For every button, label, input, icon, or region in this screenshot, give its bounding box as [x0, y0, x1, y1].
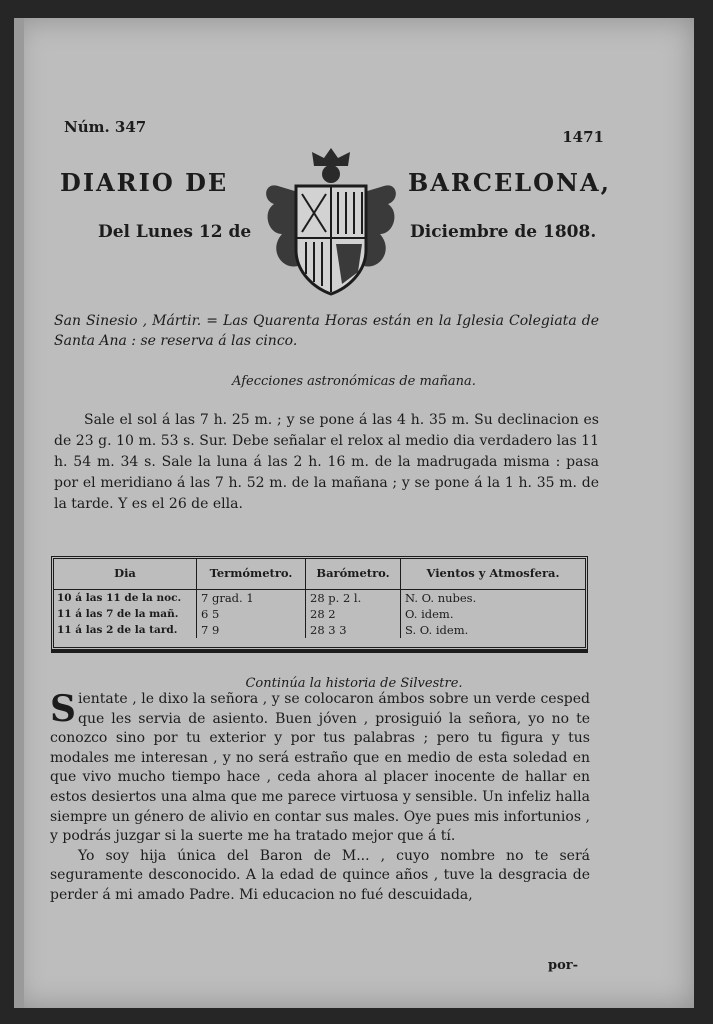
issue-number: Núm. 347	[64, 118, 147, 136]
story-heading: Continúa la historia de Silvestre.	[245, 676, 463, 691]
cell-winds: S. O. idem.	[401, 622, 586, 638]
table-row	[54, 622, 585, 638]
date-line-right: Diciembre de 1808.	[410, 222, 597, 242]
weather-table	[51, 556, 588, 650]
saint-notice: San Sinesio , Mártir. = Las Quarenta Horas están en la Iglesia Colegiata de Santa Ana : se reserva á las cinco.	[54, 313, 599, 349]
cell-thermometer: 7 9	[197, 622, 306, 638]
masthead-title-left: DIARIO DE	[60, 168, 229, 197]
story-paragraph-1	[50, 690, 590, 847]
table-row	[54, 590, 585, 607]
cell-day: 11 á las 7 de la mañ.	[57, 608, 179, 620]
column-header-winds: Vientos y Atmosfera.	[401, 559, 586, 590]
story-paragraph-1-text: ientate , le dixo la señora , y se colocaron ámbos sobre un verde cesped que les servia de asiento. Buen jóven , prosiguió la señora, yo no te conozco sino por tu exterior y por tus palabras ; pero tu figura y tus modales me interesan , y no será estraño que en medio de esta soledad en que vivo mucho tiempo hace , ceda ahora al placer inocente de hallar en estos desiertos una alma que me parece virtuosa y sensible. Un infeliz halla siempre un género de alivio en contar sus males. Oye pues mis infortunios , y podrás juzgar si la suerte me ha tratado mejor que á tí.	[50, 691, 590, 845]
astronomy-paragraph: Sale el sol á las 7 h. 25 m. ; y se pone á las 4 h. 35 m. Su declinacion es de 23 g. 10 m. 53 s. Sur. Debe señalar el relox al medio dia verdadero las 11 h. 54 m. 34 s. Sale la luna á las 2 h. 16 m. de la madrugada misma : pasa por el meridiano á las 7 h. 52 m. de la mañana ; y se pone á la 1 h. 35 m. de la tarde. Y es el 26 de ella.	[54, 412, 599, 512]
cell-barometer: 28 p. 2 l.	[306, 590, 401, 607]
table-bottom-rule	[51, 650, 588, 653]
newspaper-page	[14, 18, 694, 1008]
drop-cap: S	[50, 688, 76, 730]
page-number: 1471	[562, 128, 604, 146]
cell-thermometer: 6 5	[197, 606, 306, 622]
catchword: por-	[547, 958, 578, 973]
story-paragraph-2: Yo soy hija única del Baron de M... , cuyo nombre no te será seguramente desconocido. A la edad de quince años , tuve la desgracia de perder á mi amado Padre. Mi educacion no fué descuidada,	[50, 847, 590, 903]
astronomy-heading: Afecciones astronómicas de mañana.	[232, 374, 476, 389]
coat-of-arms-emblem	[258, 142, 404, 298]
column-header-thermometer: Termómetro.	[197, 559, 306, 590]
book-spine	[14, 18, 24, 1008]
date-line-left: Del Lunes 12 de	[98, 222, 252, 242]
column-header-day: Dia	[54, 559, 197, 590]
cell-barometer: 28 2	[306, 606, 401, 622]
cell-barometer: 28 3 3	[306, 622, 401, 638]
cell-winds: O. idem.	[401, 606, 586, 622]
weather-table-header	[54, 559, 585, 590]
cell-thermometer: 7 grad. 1	[197, 590, 306, 607]
cell-day: 11 á las 2 de la tard.	[57, 624, 178, 636]
cell-day: 10 á las 11 de la noc.	[57, 592, 182, 604]
story-body	[50, 690, 590, 906]
cell-winds: N. O. nubes.	[401, 590, 586, 607]
table-row	[54, 606, 585, 622]
column-header-barometer: Barómetro.	[306, 559, 401, 590]
masthead-title-right: BARCELONA,	[408, 168, 611, 197]
